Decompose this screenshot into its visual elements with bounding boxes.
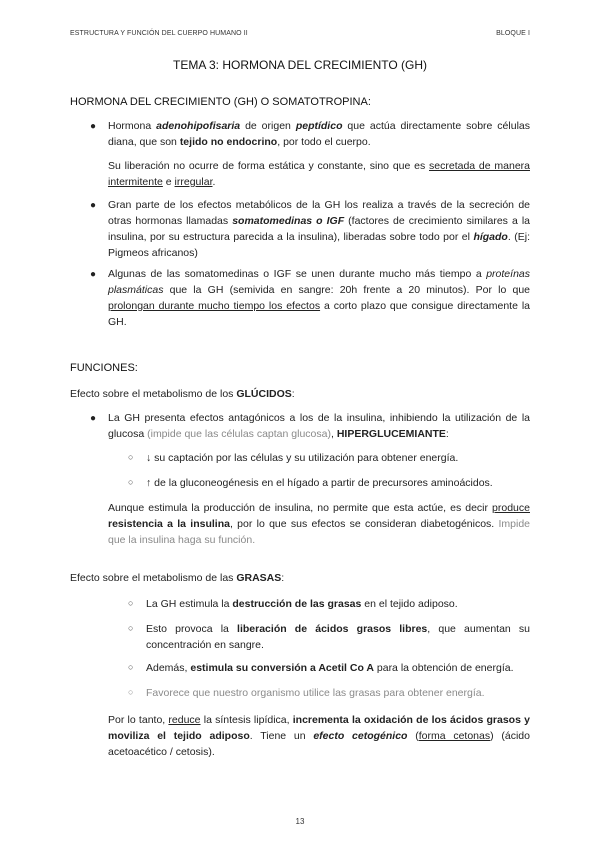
paragraph-igf-proteins: Algunas de las somatomedinas o IGF se unen durante mucho más tiempo a proteínas plasmáticas que la GH (semivida en sangre: 20h frente a 20 minutos). Por lo que prolongan durante mucho tiempo los efectos a corto plazo que consigue directamente la GH. <box>108 268 531 328</box>
list-item-captacion: ↓ su captación por las células y su utilización para obtener energía. <box>146 452 459 464</box>
bullet-circle: ○ <box>128 452 134 462</box>
page-number: 13 <box>295 817 305 826</box>
list-item-acetil: Además, estimula su conversión a Acetil Co A para la obtención de energía. <box>146 662 514 674</box>
subheading-glucidos: Efecto sobre el metabolismo de los GLÚCIDOS: <box>70 388 295 400</box>
list-item-destruccion: La GH estimula la destrucción de las grasas en el tejido adiposo. <box>146 598 458 610</box>
bullet-dot: ● <box>90 200 97 211</box>
paragraph-gh-release: Su liberación no ocurre de forma estática y constante, sino que es secretada de manera intermitente e irregular. <box>108 160 530 188</box>
bullet-dot: ● <box>90 413 97 424</box>
paragraph-gh-definition: Hormona adenohipofisaria de origen peptídico que actúa directamente sobre células diana, que son tejido no endocrino, por todo el cuerpo. <box>108 120 530 148</box>
bullet-circle: ○ <box>128 598 134 608</box>
subheading-grasas: Efecto sobre el metabolismo de las GRASAS: <box>70 572 285 584</box>
page-title: TEMA 3: HORMONA DEL CRECIMIENTO (GH) <box>172 58 428 72</box>
running-header-right: BLOQUE I <box>496 30 530 37</box>
paragraph-somatomedinas: Gran parte de los efectos metabólicos de la GH los realiza a través de la secreción de otras hormonas llamadas somatomedinas o IGF (factores de crecimiento similares a la insulina, por su estructura parecida a la insulina), liberadas sobre todo por el hígado. (Ej: Pigmeos africanos) <box>108 199 531 259</box>
bullet-dot: ● <box>90 121 97 132</box>
section-heading-funciones: FUNCIONES: <box>70 362 138 374</box>
bullet-circle: ○ <box>128 687 134 697</box>
list-item-gluconeogenesis: ↑ de la gluconeogénesis en el hígado a partir de precursores aminoácidos. <box>146 477 493 489</box>
paragraph-lipid-summary: Por lo tanto, reduce la síntesis lipídica, incrementa la oxidación de los ácidos grasos y moviliza el tejido adiposo. Tiene un efecto cetogénico (forma cetonas) (ácido acetoacético / cetosis). <box>108 714 530 758</box>
bullet-circle: ○ <box>128 477 134 487</box>
list-item-acidos-grasos: Esto provoca la liberación de ácidos grasos libres, que aumentan su concentración en sangre. <box>146 623 531 651</box>
running-header-left: ESTRUCTURA Y FUNCIÓN DEL CUERPO HUMANO II <box>70 30 248 37</box>
paragraph-gh-antagonist: La GH presenta efectos antagónicos a los de la insulina, inhibiendo la utilización de la glucosa (impide que las células captan glucosa), HIPERGLUCEMIANTE: <box>108 412 530 440</box>
paragraph-insulin-resistance: Aunque estimula la producción de insulina, no permite que esta actúe, es decir produce resistencia a la insulina, por lo que sus efectos se consideran diabetogénicos. Impide que la insulina haga su función. <box>108 502 531 546</box>
bullet-circle: ○ <box>128 662 134 672</box>
bullet-dot: ● <box>90 269 97 280</box>
section-heading-gh: HORMONA DEL CRECIMIENTO (GH) O SOMATOTROPINA: <box>70 96 371 108</box>
list-item-energia: Favorece que nuestro organismo utilice las grasas para obtener energía. <box>146 687 485 699</box>
bullet-circle: ○ <box>128 623 134 633</box>
